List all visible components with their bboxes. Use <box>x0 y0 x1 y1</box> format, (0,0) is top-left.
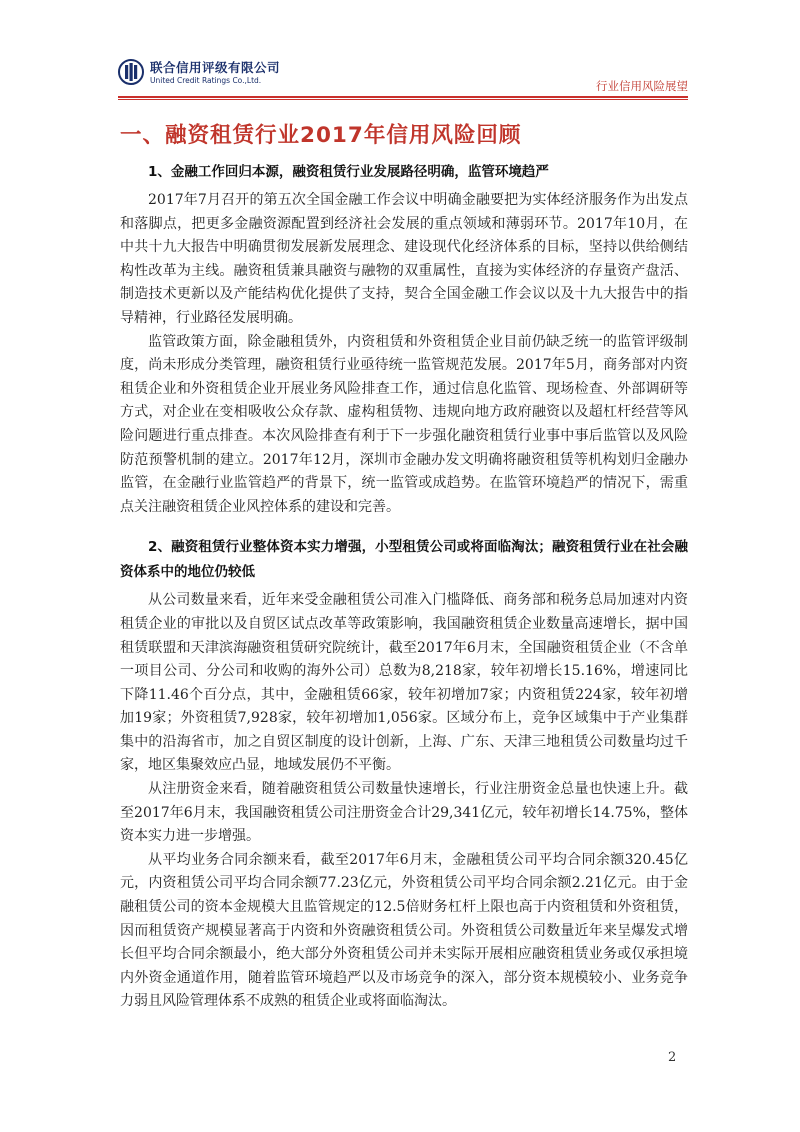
company-name-cn: 联合信用评级有限公司 <box>150 60 281 75</box>
paragraph: 从注册资金来看，随着融资租赁公司数量快速增长，行业注册资金总量也快速上升。截至2017年6月末，我国融资租赁公司注册资金合计29,341亿元，较年初增长14.75%，整体资本实力进一步增强。 <box>120 781 688 845</box>
header-rule-thick <box>118 96 688 98</box>
paragraph: 监管政策方面，除金融租赁外，内资租赁和外资租赁企业目前仍缺乏统一的监管评级制度，尚未形成分类管理，融资租赁行业亟待统一监管规范发展。2017年5月，商务部对内资租赁企业和外资租赁企业开展业务风险排查工作，通过信息化监管、现场检查、外部调研等方式，对企业在变相吸收公众存款、虚构租赁物、违规向地方政府融资以及超杠杆经营等风险问题进行重点排查。本次风险排查有利于下一步强化融资租赁行业事中事后监管以及风险防范预警机制的建立。2017年12月，深圳市金融办发文明确将融资租赁等机构划归金融办监管，在金融行业监管趋严的背景下，统一监管或成趋势。在监管环境趋严的情况下，需重点关注融资租赁企业风控体系的建设和完善。 <box>120 333 688 515</box>
section-heading: 1、金融工作回归本源，融资租赁行业发展路径明确，监管环境趋严 <box>148 164 549 180</box>
paragraph: 2017年7月召开的第五次全国金融工作会议中明确金融要把为实体经济服务作为出发点和落脚点，把更多金融资源配置到经济社会发展的重点领域和薄弱环节。2017年10月，在中共十九大报告中明确贯彻发展新发展理念、建设现代化经济体系的目标，坚持以供给侧结构性改革为主线。融资租赁兼具融资与融物的双重属性，直接为实体经济的存量资产盘活、制造技术更新以及产能结构优化提供了支持，契合全国金融工作会议以及十九大报告中的指导精神，行业路径发展明确。 <box>120 192 688 326</box>
section-2 <box>120 535 688 1014</box>
section-spacer <box>120 519 688 535</box>
paragraph: 从平均业务合同余额来看，截至2017年6月末，金融租赁公司平均合同余额320.45亿元，内资租赁公司平均合同余额77.23亿元，外资租赁公司平均合同余额2.21亿元。由于金融租赁公司的资本金规模大且监管规定的12.5倍财务杠杆上限也高于内资租赁和外资租赁，因而租赁资产规模显著高于内资和外资融资租赁公司。外资租赁公司数量近年来呈爆发式增长但平均合同余额最小，绝大部分外资租赁公司并未实际开展相应融资租赁业务或仅承担境内外资金通道作用，随着监管环境趋严以及市场竞争的深入，部分资本规模较小、业务竞争力弱且风险管理体系不成熟的租赁企业或将面临淘汰。 <box>120 851 688 1010</box>
header-rule-thin <box>118 99 688 100</box>
report-type-label: 行业信用风险展望 <box>596 79 688 93</box>
page-number: 2 <box>668 1050 677 1065</box>
document-body <box>120 160 688 1014</box>
section-heading: 2、融资租赁行业整体资本实力增强，小型租赁公司或将面临淘汰；融资租赁行业在社会融资体系中的地位仍较低 <box>120 539 688 581</box>
ucr-logo-icon <box>118 59 144 85</box>
company-name-en: United Credit Ratings Co.,Ltd. <box>150 76 262 85</box>
main-title: 一、融资租赁行业2017年信用风险回顾 <box>120 123 522 148</box>
page-header <box>118 54 688 96</box>
paragraph: 从公司数量来看，近年来受金融租赁公司准入门槛降低、商务部和税务总局加速对内资租赁企业的审批以及自贸区试点改革等政策影响，我国融资租赁企业数量高速增长，据中国租赁联盟和天津滨海融资租赁研究院统计，截至2017年6月末，全国融资租赁企业（不含单一项目公司、分公司和收购的海外公司）总数为8,218家，较年初增长15.16%，增速同比下降11.46个百分点，其中，金融租赁66家，较年初增加7家；内资租赁224家，较年初增加19家；外资租赁7,928家，较年初增加1,056家。区域分布上，竞争区域集中于产业集群集中的沿海省市，加之自贸区制度的设计创新，上海、广东、天津三地租赁公司数量均过千家，地区集聚效应凸显，地域发展仍不平衡。 <box>120 592 688 774</box>
section-1 <box>120 160 688 519</box>
